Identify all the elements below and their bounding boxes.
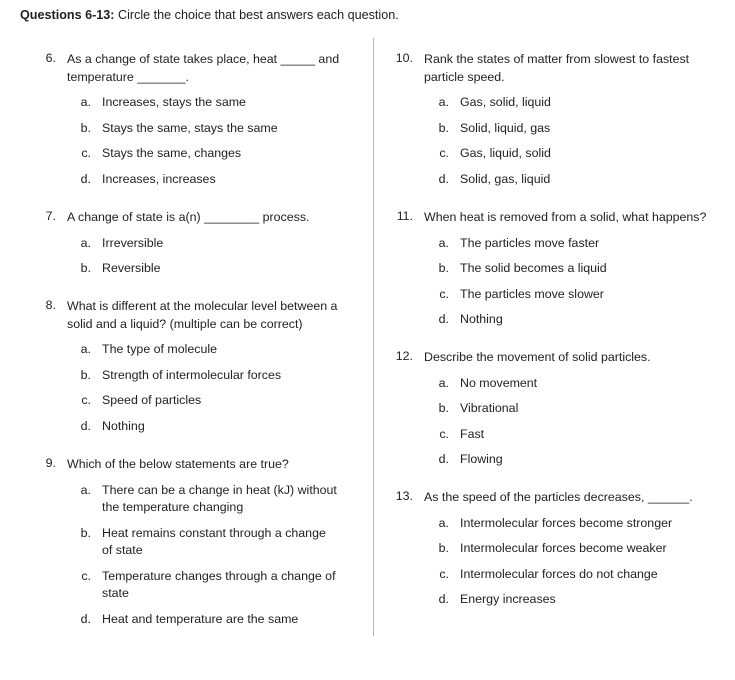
question-text: Describe the movement of solid particles. bbox=[424, 350, 651, 364]
question-number: 9. bbox=[45, 456, 56, 470]
question-number: 13. bbox=[395, 489, 413, 503]
question-text: Rank the states of matter from slowest to fastest particle speed. bbox=[424, 52, 690, 84]
column-divider bbox=[373, 38, 374, 636]
instructions-text: Circle the choice that best answers each question. bbox=[117, 8, 399, 22]
question-text: As a change of state takes place, heat _____ and temperature _______. bbox=[67, 52, 340, 84]
instructions-header bbox=[20, 8, 399, 22]
instructions-label: Questions 6-13: bbox=[20, 8, 115, 22]
question-number: 11. bbox=[396, 209, 413, 223]
question-text: What is different at the molecular level between a solid and a liquid? (multiple can be correct) bbox=[67, 299, 338, 331]
question-number: 8. bbox=[45, 298, 56, 312]
question-text: A change of state is a(n) ________ process. bbox=[67, 210, 310, 224]
question-text: When heat is removed from a solid, what happens? bbox=[424, 210, 707, 224]
question-text: Which of the below statements are true? bbox=[67, 457, 289, 471]
question-number: 6. bbox=[45, 51, 56, 65]
question-number: 7. bbox=[45, 209, 56, 223]
question-number: 12. bbox=[395, 349, 413, 363]
question-text: As the speed of the particles decreases, ______. bbox=[424, 490, 693, 504]
question-number: 10. bbox=[395, 51, 413, 65]
